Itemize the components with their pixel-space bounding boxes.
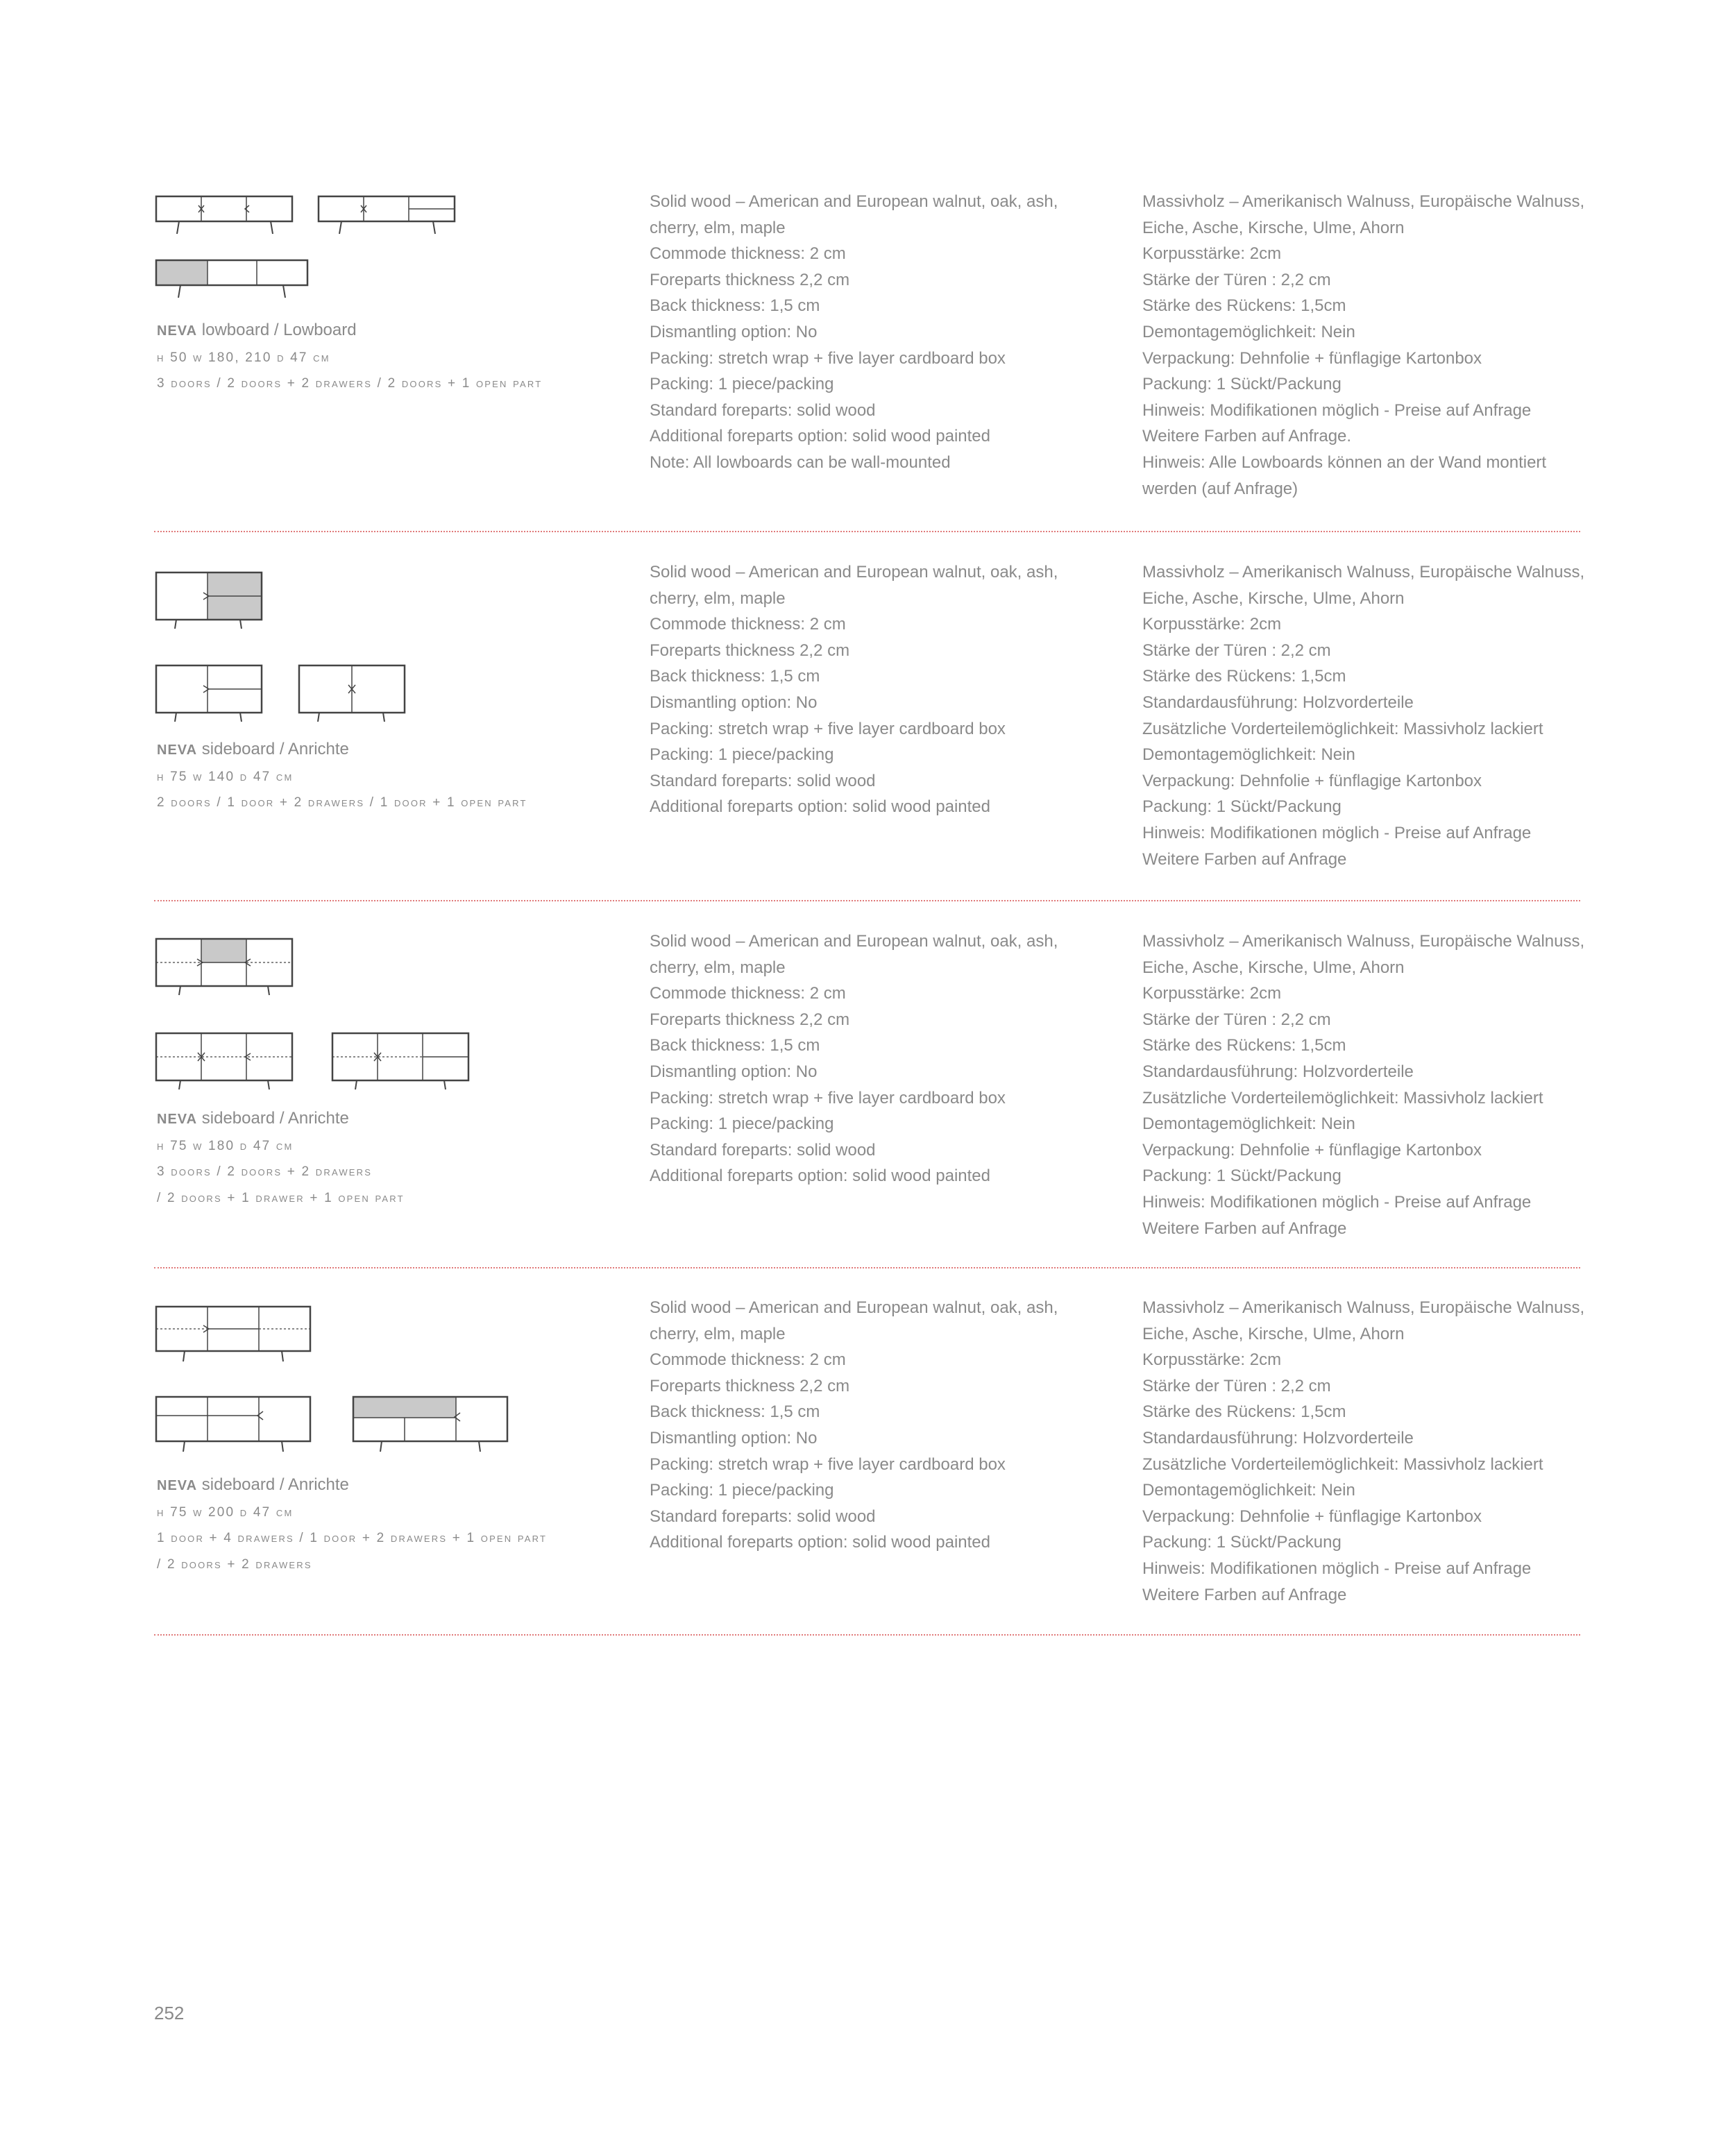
product-title — [157, 1472, 547, 1500]
spec-line: cherry, elm, maple — [650, 1324, 786, 1343]
spec-line: Massivholz – Amerikanisch Walnuss, Europäische Walnuss, — [1142, 932, 1585, 951]
spec-line: Weitere Farben auf Anfrage. — [1142, 427, 1352, 446]
spec-line: Stärke der Türen : 2,2 cm — [1142, 1376, 1331, 1395]
spec-line: Foreparts thickness 2,2 cm — [650, 1376, 850, 1395]
spec-line: Stärke der Türen : 2,2 cm — [1142, 640, 1331, 660]
spec-line: Hinweis: Modifikationen möglich - Preise auf Anfrage — [1142, 1192, 1532, 1212]
spec-line: Hinweis: Modifikationen möglich - Preise auf Anfrage — [1142, 823, 1532, 842]
spec-line: cherry, elm, maple — [650, 588, 786, 608]
spec-line: Demontagemöglichkeit: Nein — [1142, 745, 1355, 765]
spec-line: Dismantling option: No — [650, 322, 818, 341]
spec-line: Korpusstärke: 2cm — [1142, 615, 1282, 634]
spec-line: Dismantling option: No — [650, 693, 818, 712]
product-dimensions: h 75 w 200 d 47 cm — [157, 1504, 294, 1520]
spec-line: Solid wood – American and European walnut, oak, ash, — [650, 563, 1058, 582]
spec-line: Packung: 1 Sückt/Packung — [1142, 1533, 1342, 1552]
section-divider — [154, 1634, 1580, 1636]
spec-line: Note: All lowboards can be wall-mounted — [650, 452, 951, 472]
spec-line: Solid wood – American and European walnut, oak, ash, — [650, 1298, 1058, 1317]
product-configurations: 3 doors / 2 doors + 2 drawers / 2 doors + 1 open part — [157, 376, 543, 391]
lowboard-2-doors-2-drawers-icon — [318, 196, 457, 237]
spec-line: Standardausführung: Holzvorderteile — [1142, 1062, 1414, 1081]
specs-german — [1142, 189, 1586, 502]
spec-line: Standardausführung: Holzvorderteile — [1142, 693, 1414, 712]
spec-line: Commode thickness: 2 cm — [650, 615, 846, 634]
product-dimensions: h 50 w 180, 210 d 47 cm — [157, 350, 330, 365]
sideboard-1-door-4-drawers-icon — [155, 1306, 315, 1363]
sideboard-1-door-2-drawers-open-part-icon — [155, 1396, 315, 1453]
spec-line: Foreparts thickness 2,2 cm — [650, 270, 850, 289]
section-divider — [154, 900, 1580, 901]
spec-line: Packing: 1 piece/packing — [650, 745, 834, 765]
spec-line: Packung: 1 Sückt/Packung — [1142, 797, 1342, 817]
spec-line: Packing: stretch wrap + five layer cardboard box — [650, 348, 1006, 368]
spec-line: Stärke des Rückens: 1,5cm — [1142, 296, 1346, 316]
product-type: sideboard / Anrichte — [201, 1109, 349, 1128]
sideboard-3-doors-icon — [155, 1033, 294, 1089]
product-info — [157, 317, 542, 397]
spec-line: Additional foreparts option: solid wood painted — [650, 797, 990, 817]
spec-line: Hinweis: Alle Lowboards können an der Wand montiert — [1142, 452, 1547, 472]
sideboard-2-doors-icon — [298, 665, 409, 722]
product-title — [157, 317, 542, 345]
spec-line: Standard foreparts: solid wood — [650, 1140, 876, 1160]
spec-line: Foreparts thickness 2,2 cm — [650, 1010, 850, 1029]
spec-line: Weitere Farben auf Anfrage — [1142, 1219, 1347, 1238]
product-dimensions: h 75 w 180 d 47 cm — [157, 1138, 294, 1153]
spec-line: Additional foreparts option: solid wood painted — [650, 427, 990, 446]
spec-line: Korpusstärke: 2cm — [1142, 1350, 1282, 1370]
spec-line: Stärke des Rückens: 1,5cm — [1142, 1402, 1346, 1422]
spec-line: Packung: 1 Sückt/Packung — [1142, 375, 1342, 394]
spec-line: cherry, elm, maple — [650, 218, 786, 237]
product-info — [157, 736, 527, 816]
product-title — [157, 736, 527, 764]
spec-line: Packing: 1 piece/packing — [650, 1481, 834, 1500]
specs-german — [1142, 1295, 1586, 1608]
product-type: lowboard / Lowboard — [201, 321, 357, 339]
section-divider — [154, 1267, 1580, 1268]
spec-line: Additional foreparts option: solid wood painted — [650, 1166, 990, 1186]
spec-line: Weitere Farben auf Anfrage — [1142, 849, 1347, 869]
spec-line: Packing: 1 piece/packing — [650, 375, 834, 394]
spec-line: Standard foreparts: solid wood — [650, 771, 876, 790]
spec-line: Hinweis: Modifikationen möglich - Preise auf Anfrage — [1142, 1559, 1532, 1578]
spec-line: Demontagemöglichkeit: Nein — [1142, 322, 1355, 341]
product-configurations: / 2 doors + 2 drawers — [157, 1556, 312, 1572]
lowboard-2-doors-open-part-icon — [155, 260, 310, 301]
specs-english — [650, 928, 1094, 1189]
spec-line: Packing: stretch wrap + five layer cardboard box — [650, 1088, 1006, 1107]
spec-line: Back thickness: 1,5 cm — [650, 296, 820, 316]
product-brand: NEVA — [157, 1112, 198, 1127]
product-brand: NEVA — [157, 742, 198, 758]
spec-line: Zusätzliche Vorderteilemöglichkeit: Massivholz lackiert — [1142, 1088, 1543, 1107]
spec-line: Solid wood – American and European walnut, oak, ash, — [650, 192, 1058, 211]
spec-line: Verpackung: Dehnfolie + fünflagige Kartonbox — [1142, 1140, 1482, 1160]
spec-line: Foreparts thickness 2,2 cm — [650, 640, 850, 660]
spec-line: Demontagemöglichkeit: Nein — [1142, 1114, 1355, 1134]
product-configurations: 2 doors / 1 door + 2 drawers / 1 door + 1 open part — [157, 795, 527, 810]
spec-line: Eiche, Asche, Kirsche, Ulme, Ahorn — [1142, 218, 1405, 237]
spec-line: Hinweis: Modifikationen möglich - Preise auf Anfrage — [1142, 400, 1532, 420]
spec-line: Back thickness: 1,5 cm — [650, 1402, 820, 1422]
spec-line: Massivholz – Amerikanisch Walnuss, Europäische Walnuss, — [1142, 192, 1585, 211]
section-divider — [154, 531, 1580, 532]
spec-line: Standard foreparts: solid wood — [650, 400, 876, 420]
spec-line: Demontagemöglichkeit: Nein — [1142, 1481, 1355, 1500]
spec-line: Stärke des Rückens: 1,5cm — [1142, 667, 1346, 686]
spec-line: Zusätzliche Vorderteilemöglichkeit: Massivholz lackiert — [1142, 1454, 1543, 1474]
spec-line: Dismantling option: No — [650, 1062, 818, 1081]
sideboard-1-door-open-part-icon — [155, 665, 266, 722]
product-info — [157, 1105, 405, 1211]
spec-line: cherry, elm, maple — [650, 958, 786, 977]
spec-line: Verpackung: Dehnfolie + fünflagige Kartonbox — [1142, 771, 1482, 790]
spec-line: Commode thickness: 2 cm — [650, 244, 846, 264]
spec-line: Verpackung: Dehnfolie + fünflagige Kartonbox — [1142, 348, 1482, 368]
specs-english — [650, 1295, 1094, 1556]
spec-line: Weitere Farben auf Anfrage — [1142, 1585, 1347, 1604]
spec-line: Eiche, Asche, Kirsche, Ulme, Ahorn — [1142, 588, 1405, 608]
spec-line: Eiche, Asche, Kirsche, Ulme, Ahorn — [1142, 1324, 1405, 1343]
spec-line: Standard foreparts: solid wood — [650, 1506, 876, 1526]
product-configurations: 3 doors / 2 doors + 2 drawers — [157, 1164, 373, 1180]
spec-line: Eiche, Asche, Kirsche, Ulme, Ahorn — [1142, 958, 1405, 977]
specs-german — [1142, 559, 1586, 872]
lowboard-3-doors-icon — [155, 196, 294, 237]
spec-line: Commode thickness: 2 cm — [650, 1350, 846, 1370]
spec-line: Korpusstärke: 2cm — [1142, 244, 1282, 264]
sideboard-2-doors-2-drawers-icon — [353, 1396, 512, 1453]
spec-line: Back thickness: 1,5 cm — [650, 667, 820, 686]
spec-line: Dismantling option: No — [650, 1428, 818, 1448]
sideboard-1-door-2-drawers-icon — [155, 572, 266, 629]
spec-line: Stärke des Rückens: 1,5cm — [1142, 1036, 1346, 1055]
spec-line: Packing: stretch wrap + five layer cardboard box — [650, 719, 1006, 738]
spec-line: werden (auf Anfrage) — [1142, 479, 1298, 498]
spec-line: Korpusstärke: 2cm — [1142, 984, 1282, 1003]
product-brand: NEVA — [157, 323, 198, 339]
page-number: 252 — [154, 2003, 185, 2023]
spec-line: Packing: stretch wrap + five layer cardboard box — [650, 1454, 1006, 1474]
product-dimensions: h 75 w 140 d 47 cm — [157, 769, 294, 784]
spec-line: Back thickness: 1,5 cm — [650, 1036, 820, 1055]
sideboard-2-doors-2-drawers-icon — [332, 1033, 471, 1089]
product-type: sideboard / Anrichte — [201, 1475, 349, 1494]
product-type: sideboard / Anrichte — [201, 740, 349, 758]
sideboard-2-doors-1-drawer-open-part-icon — [155, 938, 294, 995]
spec-line: Massivholz – Amerikanisch Walnuss, Europäische Walnuss, — [1142, 1298, 1585, 1317]
spec-line: Stärke der Türen : 2,2 cm — [1142, 1010, 1331, 1029]
spec-line: Additional foreparts option: solid wood painted — [650, 1533, 990, 1552]
specs-english — [650, 189, 1094, 476]
specs-german — [1142, 928, 1586, 1241]
product-info — [157, 1472, 547, 1577]
product-brand: NEVA — [157, 1478, 198, 1493]
spec-line: Stärke der Türen : 2,2 cm — [1142, 270, 1331, 289]
spec-line: Packung: 1 Sückt/Packung — [1142, 1166, 1342, 1186]
spec-line: Solid wood – American and European walnut, oak, ash, — [650, 932, 1058, 951]
spec-line: Standardausführung: Holzvorderteile — [1142, 1428, 1414, 1448]
spec-line: Massivholz – Amerikanisch Walnuss, Europäische Walnuss, — [1142, 563, 1585, 582]
product-configurations: 1 door + 4 drawers / 1 door + 2 drawers + 1 open part — [157, 1531, 548, 1546]
spec-line: Commode thickness: 2 cm — [650, 984, 846, 1003]
product-configurations: / 2 doors + 1 drawer + 1 open part — [157, 1190, 405, 1205]
product-title — [157, 1105, 405, 1133]
spec-line: Verpackung: Dehnfolie + fünflagige Kartonbox — [1142, 1506, 1482, 1526]
spec-line: Packing: 1 piece/packing — [650, 1114, 834, 1134]
specs-english — [650, 559, 1094, 820]
spec-line: Zusätzliche Vorderteilemöglichkeit: Massivholz lackiert — [1142, 719, 1543, 738]
